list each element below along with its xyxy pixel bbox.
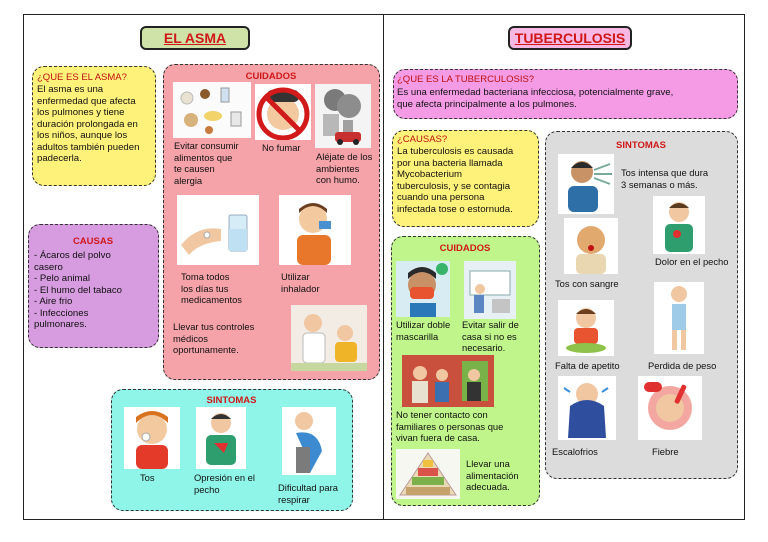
tb-sintoma-tos-intensa: Tos intensa que dura 3 semanas o más. <box>621 167 709 190</box>
asma-cuidado-humo: Aléjate de los ambientes con humo. <box>316 151 373 185</box>
chills-picture <box>558 376 616 440</box>
asma-cuidados-box <box>163 64 380 380</box>
double-mask-picture <box>396 261 450 317</box>
asma-sintoma-dificultad: Dificultad para respirar <box>278 482 338 505</box>
blood-cough-picture <box>564 218 618 274</box>
tb-causas-heading: ¿CAUSAS? <box>397 134 448 145</box>
food-allergy-picture <box>173 82 251 138</box>
food-pyramid-picture <box>396 449 460 499</box>
smoke-environment-picture <box>315 84 371 148</box>
cough-child-picture <box>124 407 180 469</box>
asma-cuidado-alimentos: Evitar consumir alimentos que te causen alergia <box>174 140 239 186</box>
asma-cuidado-controles: Llevar tus controles médicos oportunamente. <box>173 321 255 355</box>
no-contact-picture <box>402 355 494 407</box>
tb-sintomas-heading: SINTOMAS <box>616 140 666 151</box>
fever-picture <box>638 376 702 440</box>
stay-home-picture <box>464 261 516 319</box>
center-divider <box>383 14 384 520</box>
asma-cuidados-heading: CUIDADOS <box>245 71 297 82</box>
asma-sintomas-heading: SINTOMAS <box>206 395 257 406</box>
tb-sintoma-fiebre: Fiebre <box>652 446 679 457</box>
asma-cuidado-medicamentos: Toma todos los días tus medicamentos <box>181 271 242 305</box>
tb-sintoma-falta-apetito: Falta de apetito <box>555 360 620 371</box>
asma-cuidado-no-fumar: No fumar <box>262 142 301 153</box>
chest-tightness-picture <box>196 407 246 469</box>
weight-loss-picture <box>654 282 704 354</box>
tb-cuidado-no-salir: Evitar salir de casa si no es necesario. <box>462 319 519 353</box>
no-appetite-picture <box>558 300 614 356</box>
inhaler-picture <box>279 195 351 265</box>
tb-sintomas-box <box>545 131 738 479</box>
asma-que-es-heading: ¿QUE ES EL ASMA? <box>37 72 127 83</box>
breathing-difficulty-picture <box>282 407 336 475</box>
tb-cuidado-mascarilla: Utilizar doble mascarilla <box>396 319 451 342</box>
tb-causas-text: La tuberculosis es causada por una bacteria llamada Mycobacterium tuberculosis, y se contagia cuando una persona infectada tose o estornuda. <box>397 146 514 215</box>
tb-sintoma-tos-sangre: Tos con sangre <box>555 278 619 289</box>
no-smoking-icon <box>255 84 311 140</box>
tb-causas-box <box>392 130 539 227</box>
tb-cuidado-alimentacion: Llevar una alimentación adecuada. <box>466 458 519 492</box>
asma-sintomas-box <box>111 389 353 511</box>
tuberculosis-title: TUBERCULOSIS <box>508 26 632 50</box>
asma-title: EL ASMA <box>140 26 250 50</box>
asma-sintoma-opresion: Opresión en el pecho <box>194 472 255 495</box>
doctor-visit-picture <box>291 305 367 371</box>
chest-pain-picture <box>653 196 705 254</box>
medicine-picture <box>177 195 259 265</box>
asma-causas-box <box>28 224 159 348</box>
asma-causas-text: - Ácaros del polvo casero - Pelo animal - El humo del tabaco - Aire frio - Infecciones pulmonares. <box>34 250 122 330</box>
tb-que-es-heading: ¿QUE ES LA TUBERCULOSIS? <box>397 74 535 85</box>
tb-cuidados-heading: CUIDADOS <box>439 243 491 254</box>
intense-cough-picture <box>558 154 614 214</box>
tb-sintoma-dolor-pecho: Dolor en el pecho <box>655 256 729 267</box>
asma-que-es-text: El asma es una enfermedad que afecta los pulmones y tiene duración prolongada en los niños, aunque los adultos también pueden padecerla. <box>37 84 140 164</box>
tb-que-es-box <box>393 69 738 119</box>
tb-cuidados-box <box>391 236 540 506</box>
tb-cuidado-no-contacto: No tener contacto con familiares o personas que vivan fuera de casa. <box>396 409 504 443</box>
tb-sintoma-perdida-peso: Perdida de peso <box>648 360 717 371</box>
tb-que-es-text: Es una enfermedad bacteriana infecciosa, potencialmente grave, que afecta principalmente a los pulmones. <box>397 87 674 110</box>
asma-sintoma-tos: Tos <box>140 472 155 483</box>
asma-cuidado-inhalador: Utilizar inhalador <box>281 271 320 294</box>
asma-que-es-box <box>32 66 156 186</box>
tb-sintoma-escalofrios: Escalofrios <box>552 446 598 457</box>
asma-causas-heading: CAUSAS <box>72 236 114 247</box>
